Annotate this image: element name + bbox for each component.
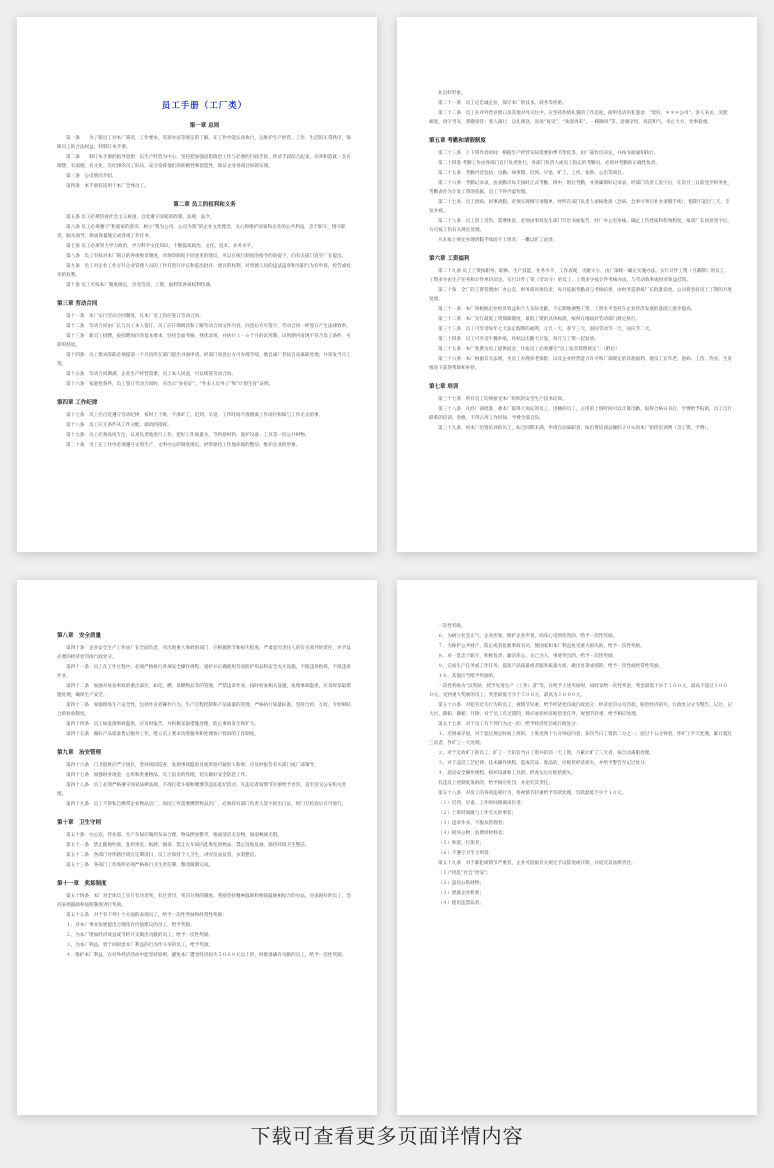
chapter-heading: 第五章 考勤和请假制度 [429, 138, 486, 144]
chapter-heading: 第四章 工作纪律 [57, 400, 98, 406]
paragraph: 第三条 公司情况介绍。 [66, 174, 117, 179]
paragraph: 第二十条 员工在工作中必须遵守文明生产、文明办公的制度规定，经常保持工作地环境的整洁，维护企业的形象。 [66, 443, 301, 448]
paragraph: 第五十条 办公室、营业部、生产车间应做到布局合理，物品摆放整齐，地面清洁无杂物，通道畅通无阻。 [66, 833, 282, 838]
chapter-heading: 第七章 培训 [429, 384, 459, 390]
paragraph: ８、对一贯忠于职守，积极负责、廉洁奉公、舍己为人，事迹突出的，给予一次性奖励。 [438, 654, 618, 659]
paragraph: 第四十二条 加强对易发事故的重点部位，如电、燃、易燃物品等的管理，严禁违章作业，按时检查相关设施，发现事故隐患，应及时采取措施处理，确保生产安全。 [57, 684, 351, 698]
paragraph: （３）泄露企业机密； [438, 891, 484, 896]
paragraph: 第十三条 新员工招聘，按招聘岗位的基本要求，坚持全面考核，择优录用，并执行３－６个月的试用期，试用期内发现不符合员工条件，可即时辞退。 [57, 334, 351, 348]
paragraph: 第三十五条 本厂免费为员工提供宿舍，住宿员工必须遵守“员工宿舍管理规定”。（附后） [438, 347, 620, 352]
paragraph: 第十条 员工可按本厂制度规定，享受劳动、工资、福利等各项权利待遇。 [66, 283, 215, 288]
paragraph: 第五十六条 对犯有过失行为的员工，视情节轻重，给予经济处罚或行政处分，经济处罚分为罚款，赔偿经济损失，行政处分分为警告、记过、记大过、降职、降薪、开除，对于员工有过错的，除应承担经济赔偿责任外，视情节轻重，给予相应处理。 [429, 703, 733, 717]
paragraph: 第三十三条 员工可享受每年七天法定假期的福利，元旦一天，春节三天，国际劳动节一天，国庆节二天。 [438, 327, 654, 332]
paragraph: 第二十三条 上下班作息时间：根据生产经营实际需要和季节变化等，由厂部作出决定，并按书面通知执行。 [438, 151, 659, 156]
paragraph: （２）上班时间做与工作无关的事者； [438, 811, 517, 816]
download-more-caption[interactable]: 下载可查看更多页面详情内容 [250, 1124, 524, 1148]
document-title: 员工手册（工厂类） [161, 101, 248, 111]
chapter-heading: 第六章 工资福利 [429, 256, 470, 262]
chapter-heading: 第三章 劳动合同 [57, 301, 98, 307]
paragraph: ３、为本厂利益，勇于同损害本厂利益的行为作斗争的员工，给予奖励。 [66, 943, 214, 948]
paragraph: 第一条 为了使员工对本厂简况、工作要求、奖惩办法等规定的了解，在工作中能认真执行，以推护生产经营、工作、生活的正常秩序，保障员工的合法权益，特制订本手册。 [57, 136, 351, 150]
paragraph: （１）”扰乱”社会”治安”； [438, 871, 492, 876]
document-page-1 [17, 17, 377, 552]
page-body [429, 622, 732, 908]
paragraph: 第十五条 劳动合同期满，企业生产经营需要，员工本人同意，可以续签劳动合同。 [66, 372, 236, 377]
paragraph: 第二条 制订本手册的指导思想：以生产经营为中心，坚持把加强思想政治工作与必要的行政手段、经济手段结合起来，培养和造就一支有理想、有道德、有文化、有纪律的员工队伍，充分发挥他们的积极性和创造性，保证企业各项目标的实现。 [57, 155, 351, 169]
paragraph: １０、其他应当给予奖励的。 [438, 674, 498, 679]
paragraph: 第四十五条 做好产品质量售后服务工作，建立员工要求改进服务和处理客户投诉的工作制度。 [66, 732, 259, 737]
paragraph: 第三十九条 经本厂出资培训的员工，如合同期未满，申请自动离职者，按出资培训总额的２０％向本厂赔偿培训费（含工资、学费）。 [438, 426, 712, 431]
paragraph: 第十二条 劳动合同由厂长与员工本人签订，员工应仔细阅读和了解劳动合同文件内容，同意后方可签字，劳动合同一经签订产生法律效率。 [66, 324, 351, 329]
paragraph: （４）损坏公物、浪费原材料者； [438, 831, 507, 836]
paragraph: 第五十一条 禁止随地吐痰、乱扔果皮、纸屑、烟蒂、禁止在车间内乱堆乱放物品，禁止乱贴乱画，保持环境卫生整洁。 [66, 843, 310, 848]
paragraph: 第十四条 员工要求辞职必须提前一个月向所在部门提出书面申请，经部门同意后方可办理手续，擅自离厂者按自动离职处理，并扣发当月工资。 [57, 353, 351, 367]
paragraph: 第五十八条 对员工的各项违规行为，将视情节轻重给予罚款处理，罚款最低不少于１０元。 [438, 791, 627, 796]
paragraph: 第四十七条 加强财务现金、仓库和贵重物品、员工宿舍的管理，切实做好安全防范工作。 [66, 773, 250, 778]
paragraph: 第四十条 企业安全生产工作由厂长全面负责，对出现重大事故的部门，应根据情节和损失程度，严肃追究责任人的有关领导的责任，并予以必要的经济处罚或行政处分。 [57, 646, 351, 660]
paragraph: （２）盗窃公私财物； [438, 881, 484, 886]
paragraph: 凡未按上规定办理请假手续而不上班者，一概以旷工论处。 [438, 238, 558, 243]
paragraph: 第五十二条 各部门对所辖区域应定期清扫，员工应保持个人卫生，讲究仪表仪容，衣着整洁。 [66, 853, 259, 858]
paragraph: ７、为保护公共财产，防止或者抢救事故有功，使国家和本厂利益免受重大损失的，给予一次性奖励。 [438, 644, 645, 649]
paragraph: 第五条 员工必须热爱社会主义祖国，自觉遵守国家的政策、法规、法令。 [66, 215, 215, 220]
paragraph: 第二十七条 员工因病、因事请假，必须实现填写请假单，经所在部门负责人审核批准（急病、急事可事后补办请假手续），假期不超过三天，专发并被。 [429, 200, 730, 214]
paragraph: ２、对于无故旷工的员工，旷工一天扣罚当日工资并扣罚一天工资，月累计旷工三天者，按自动离职处理。 [438, 751, 654, 756]
paragraph: ９、完成生产任务或工作任务，提高产品质量或者服务质量方面，做出显著成绩的，给予一次性或经常性奖励。 [438, 664, 664, 669]
paragraph: 第二十八条 员工因工受伤，需要休息，必须由事故发生部门写出书面报告，经厂办公室审核，确定工伤性质和伤残程度，报请厂长同意签字后，方可按工伤有关规定处理。 [429, 219, 733, 233]
paragraph: ３、对于违反工艺纪律、技术操作规程，造成次品、废品的，应赔偿经济损失，并给予警告至记过处分。 [438, 761, 650, 766]
document-page-3 [17, 580, 377, 1115]
paragraph: １、对本厂事业发展提出合理化有价值建议的员工，给予奖励。 [66, 923, 195, 928]
paragraph: １、迟到或早退，对于超过规定时间上班的，上班迟到十五分钟以内者，扣罚当日工资的二分之一；超过十五分钟者，作旷工半天处理，累计超过三次者，作旷工一天处理。 [429, 732, 733, 746]
paragraph: 第五十四条 本厂对全体员工实行有功者奖，有过者罚，奖罚分明的制度。奖励坚持精神鼓励和物质鼓励相结合的办法，对表现好的员工，坚持表扬鼓励和按照制度进行奖励。 [57, 894, 351, 908]
paragraph: ２、为本厂增加经济效益或节约开支做出贡献的员工，给予一次性奖励。 [66, 933, 214, 938]
chapter-heading: 第十一章 奖惩制度 [57, 881, 107, 887]
chapter-heading: 第二章 员工的权利和义务 [173, 202, 236, 208]
paragraph: 第二十九条 员工工资按职务、职称、生产技能、业务水平，工作表现，贡献大小，由厂部统一确定实施办法。实行计件工资（月薪制）的员工，工资多少由生产任务和计件单价决定，实行计件工资（劳动分）的员工，工资多少按计件考核办法，与劳动效率或经济效益挂钩。 [429, 269, 729, 283]
paragraph: ４、维护本厂利益，在对外经济活动中能坚持原则，避免本厂遭受经济损失５０００元以上的，经批准确有贡献的员工，给予一次性奖励。 [66, 953, 347, 958]
paragraph: 第四十四条 员工如发现事故隐患，应及时报告，并积极采取措施处理，防止事故发生和扩大。 [66, 722, 259, 727]
paragraph: 业良好形象。 [438, 91, 466, 96]
paragraph: 第三十六条 本厂根据有关法规，为员工办理养老保险，以及企业经营能力许可和厂部规定的其他福利，使员工在年老、患病、工伤、待业、生育情况下获得帮助和补偿。 [429, 357, 733, 371]
paragraph: 第三十条 全厂的工资管理由厂办公室，财务部具体负责，每月依据考勤表与考核结果，由财务造册按厂长批准发放，公司将坚持员工工资的月度发放。 [429, 288, 733, 302]
paragraph: 第二十二条 员工在对外营业窗口及其他对外交往中，应坚持热情礼貌的工作态度，接听电话用礼貌语：“您好，＊＊＊公司”，客人来访，笑脸相迎，请字当先，恭敬接待；客人离行，以礼相送，说说“再见”、“欢迎再来”。一路顺风”等，语调亲切，说话和气，举止大方，处事稳重。 [429, 111, 728, 125]
chapter-heading: 第一章 总则 [189, 123, 220, 129]
paragraph: 第三十七条 所有员工均须接受本厂组织的安全生产技术培训。 [438, 397, 567, 402]
paragraph: 第二十一条 员工应忠诚企业，保守本厂的技术、商务等机密。 [438, 101, 567, 106]
paragraph: 第三十一条 本厂将根据企业经济效益和个人实际贡献，不定期地调整工资，工资水平坚持在企业经济发展的基础上逐步提高。 [438, 307, 696, 312]
chapter-heading: 第九章 治安管理 [57, 750, 102, 756]
paragraph: ４、违反安全操作规程，损坏设备和工具的，经查实后应赔偿损失。 [438, 771, 576, 776]
paragraph: 第四十一条 员工在工作过程中，必须严格执行各项安全操作规程，爱护并正确使用劳动防护用品和安全灭火设施，不准违章指挥，不准违章作业。 [57, 665, 351, 679]
paragraph: 第十六条 家庭性条件，员工签订劳动合同时，应出示“身份证”、“外来人员务工”和“计划生育”证明。 [66, 382, 274, 387]
paragraph: 第九条 员工对企业工作方针企业管理人员的工作有进行评议和提出批评、建议的权利，对贤德人员的违法违章和失职行为有申诉、控告或检举的权利。 [57, 264, 351, 278]
paragraph: 第十八条 员工应无条件从工作分配，调动的指挥。 [66, 423, 172, 428]
paragraph: 第四条 本手册仅适用于本厂全体员工。 [66, 184, 149, 189]
paragraph: （１）迟到、早退、工作时间擅离岗位者； [438, 801, 526, 806]
paragraph: 第十九条 员工必须高度专注，认真负责地进行工作，把好工作质量关，节约原材料，爱护设备、工具等一切公共财物。 [66, 433, 310, 438]
paragraph: 第二十四条 考勤工作由各部门自行负责进行，各部门负责人或员工指定的考勤员，必须对考勤的正确性负责。 [438, 161, 660, 166]
chapter-heading: 第八章 安全质量 [57, 633, 102, 639]
paragraph: （５）吵架、打架者； [438, 841, 484, 846]
paragraph: 第三十四条 员工可享受午餐补贴，补贴以出勤天计发，每月与工资一起发放。 [438, 337, 599, 342]
paragraph: 第八条 员工有权对本厂制订的各项规章制度，对现章制度不同意见的建议，可以在执行制度的指令的前提下，向有关部门直至厂长提出。 [66, 254, 347, 259]
page-body [57, 134, 352, 450]
paragraph: 第四十九条 员工不得私自携带企业物品出厂，如因工作需要携带物品出厂，必须持有部门负责人签字的出门证，经门卫检查后方可放行。 [66, 802, 347, 807]
paragraph: 第四十八条 员工必须严格遵守国家法律法规，不准打架斗殴和赌博等违法乱纪活动，凡违反者按情节轻重给予处罚，直至送交公安机关处理。 [57, 783, 347, 797]
paragraph: 一次性奖励。 [438, 624, 466, 629]
paragraph: 第二十五条 考勤内容包括：出勤、病事假、迟到、早退、旷工、工伤、加班、公出等项目。 [438, 171, 627, 176]
paragraph: 第二十六条 考勤记录表，由表勤员每天按时正式考勤，班中，班后考勤，并准确填好记录表，经部门负责人签字后，在次月三日前送至财务处，考勤表作为计发工资的依据，员工不得弄虚作假。 [429, 181, 733, 195]
paragraph: （４）使用违禁品者。 [438, 901, 484, 906]
paragraph: 第七条 员工必须努力学习政治，学习科学文化知识，不断提高政治、文化、技术、业务水平。 [66, 244, 256, 249]
paragraph: ６、为树立社会正气，企业形象，维护企业声誉，尚身心受到伤害的，给予一次性奖励。 [438, 634, 618, 639]
page-body [429, 89, 732, 433]
paragraph: 第五十九条 对于累犯或情节严重者，企业可依据有关规定予以辞退或开除，并追究其法律责任。 [438, 861, 636, 866]
paragraph: 第四十六条 门卫值班应严守岗位，坚持夜间巡查，发现事故隐患及或形迹可疑的人和事，应及时报告有关部门或厂部领导。 [66, 763, 319, 768]
paragraph: 第三十二条 本厂实行最低工资保障制度，最低工资的具体标准，按所在地政府劳动部门规定执行。 [438, 317, 641, 322]
document-page-4 [397, 580, 757, 1115]
document-page-2 [397, 17, 757, 552]
paragraph: 第十一条 本厂实行劳动合同制度，凡本厂员工均应签订劳动合同。 [66, 314, 204, 319]
chapter-heading: 第十章 卫生守则 [57, 820, 102, 826]
page-body [57, 631, 352, 960]
paragraph: （３）违章作业、不服从管理者； [438, 821, 507, 826]
paragraph: （６）不遵守卫生守则者； [438, 851, 494, 856]
paragraph: 一次性奖励为“以奖励，授予先进生产（工作）者”等，在给予上述奖励时，同时发给一次性奖金，奖金最低不少于１００元，最高不超过１０００元，受到重大奖励的员工，奖金最低不少于５００元，最高为１０００元。 [429, 684, 728, 698]
paragraph: 第五十五条 对于有下列十个方面的表现员工，给予一次性奖励和经常性奖励： [66, 913, 227, 918]
paragraph: 第六条 员工必须遵守“和爱家的意识，树立“我为公司，公司为我”的企业文化理念，关心和维护国家和企业的公共利益，忠于职守，恪守职责，服从领导，保质保量地完成各项工作任务。 [57, 225, 346, 239]
paragraph: 有违反上述制度条款的，给予相应处罚，并追究其责任。 [438, 781, 553, 786]
paragraph: 第五十三条 各部门工作场所必须严格执行卫生责任制，整改限期完成。 [66, 863, 214, 868]
paragraph: 第十七条 员工应自觉遵守劳动纪律，按时上下班，不准旷工，迟到、早退，工作时间不准擅离工作岗位和做与工作无关的事。 [66, 413, 324, 418]
paragraph: 第三十八条 凡经厂部批准，委本厂取得上岗证的员工，进修的员工，占用的上班时间可以计算出勤，取得合格证书后，学费给予报销，员工自行联系的培训、进修，不得占用工作时间，学费全部自负。 [429, 407, 733, 421]
paragraph: 第四十三条 加强现场生产安全性，包括作业者操作行为、生产过程控制和产品质量的管理，严格执行质量标准，坚持自检、互检、专检相结合的检验制度。 [57, 703, 351, 717]
paragraph: 第五十七条 对于员工有下列行为之一的，给予经济处罚或行政处分： [438, 722, 581, 727]
